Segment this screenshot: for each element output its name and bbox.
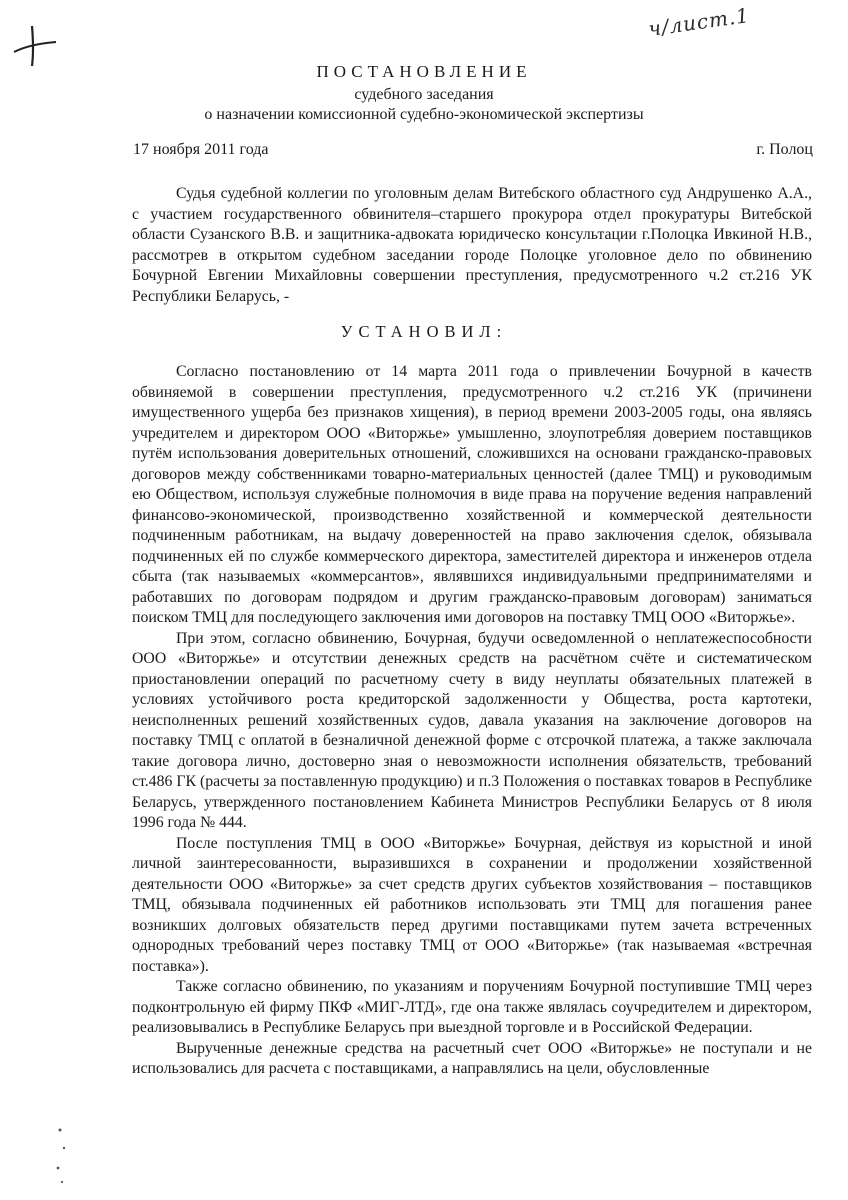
intro-paragraph: Судья судебной коллегии по уголовным делам Витебского областного суд Андрушенко А.А., с участием государственного обвинителя–старшего прокурора отдел прокуратуры Витебской области Сузанского В.В. и защитника-адвоката юридическо консультации г.Полоцка Ивкиной Н.В., рассмотрев в открытом судебном заседании городе Полоцке уголовное дело по обвинению Бочурной Евгении Михайловны совершении преступления, предусмотренного ч.2 ст.216 УК Республики Беларусь, -: [132, 185, 812, 305]
document-title: ПОСТАНОВЛЕНИЕ: [316, 62, 532, 81]
main-body: [132, 362, 812, 1080]
scan-specks: [40, 1120, 80, 1190]
document-subject: о назначении комиссионной судебно-экономической экспертизы: [204, 106, 644, 123]
body-paragraph-1: Согласно постановлению от 14 марта 2011 года о привлечении Бочурной в качеств обвиняемой в совершении преступления, предусмотренного ч.2 ст.216 УК (причинени имущественного ущерба без признаков хищения), в период времени 2003-2005 годы, она являясь учредителем и директором ООО «Виторжье» умышленно, злоупотребляя доверием поставщиков путём использования доверительных отношений, сложившихся на основани гражданско-правовых договоров между собственниками товарно-материальных ценностей (далее ТМЦ) и руководимым ею Обществом, используя служебные полномочия в виде права на поручение ведения направлений финансово-экономической, производственно хозяйственной и коммерческой деятельности подчиненным работникам, на выдачу доверенностей на право заключения сделок, обязывала подчиненных ей по службе коммерческого директора, заместителей директора и инженеров отдела сбыта (так называемых «коммерсантов», являвшихся индивидуальными предпринимателями и работавших по договорам подрядом и другим гражданско-правовым договорам) заниматься поиском ТМЦ для последующего заключения ими договоров на поставку ТМЦ ООО «Виторжье».: [132, 363, 812, 626]
date-place-line: [133, 141, 813, 163]
document-city: г. Полоц: [756, 141, 813, 158]
body-paragraph-4: Также согласно обвинению, по указаниям и поручениям Бочурной поступившие ТМЦ через подконтрольную ей фирму ПКФ «МИГ-ЛТД», где она также являлась соучредителем и директором, реализовывались в Республике Беларусь при выездной торговле и в Российской Федерации.: [132, 978, 812, 1036]
body-paragraph-2: При этом, согласно обвинению, Бочурная, будучи осведомленной о неплатежеспособности ООО «Виторжье» и отсутствии денежных средств на расчётном счёте и систематическом приостановлении операций по расчетному счету в виду неуплаты обязательных платежей в условиях устойчивого роста кредиторской задолженности у Общества, роста картотеки, неисполненных решений хозяйственных судов, давала указания на заключение договоров на поставку ТМЦ с оплатой в безналичной денежной форме с отсрочкой платежа, а также заключала такие договора лично, достоверно зная о невозможности исполнения обязательств, требований ст.486 ГК (расчеты за поставленную продукцию) и п.3 Положения о поставках товаров в Республике Беларусь, утвержденного постановлением Кабинета Министров Республики Беларусь от 8 июля 1996 года № 444.: [132, 629, 812, 831]
body-paragraph-5: Вырученные денежные средства на расчетный счет ООО «Виторжье» не поступали и не использовались для расчета с поставщиками, а направлялись на цели, обусловленные: [132, 1039, 812, 1077]
intro-section: [132, 184, 812, 307]
document-subtitle: судебного заседания: [354, 86, 494, 103]
document-date: 17 ноября 2011 года: [133, 141, 269, 158]
handwritten-page-note: ч/лист.1: [646, 3, 752, 41]
body-paragraph-3: После поступления ТМЦ в ООО «Виторжье» Бочурная, действуя из корыстной и иной личной заинтересованности, выразившихся в сохранении и продолжении хозяйственной деятельности ООО «Виторжье» за счет средств других субъектов хозяйствования – поставщиков ТМЦ, обязывала подчиненных ей работников использовать эти ТМЦ для погашения ранее возникших долговых обязательств перед другими поставщиками путем зачета встреченных однородных требований через поставку ТМЦ от ООО «Виторжье» (так называемая «встречная поставка»).: [132, 834, 812, 975]
established-heading: УСТАНОВИЛ:: [340, 322, 508, 341]
